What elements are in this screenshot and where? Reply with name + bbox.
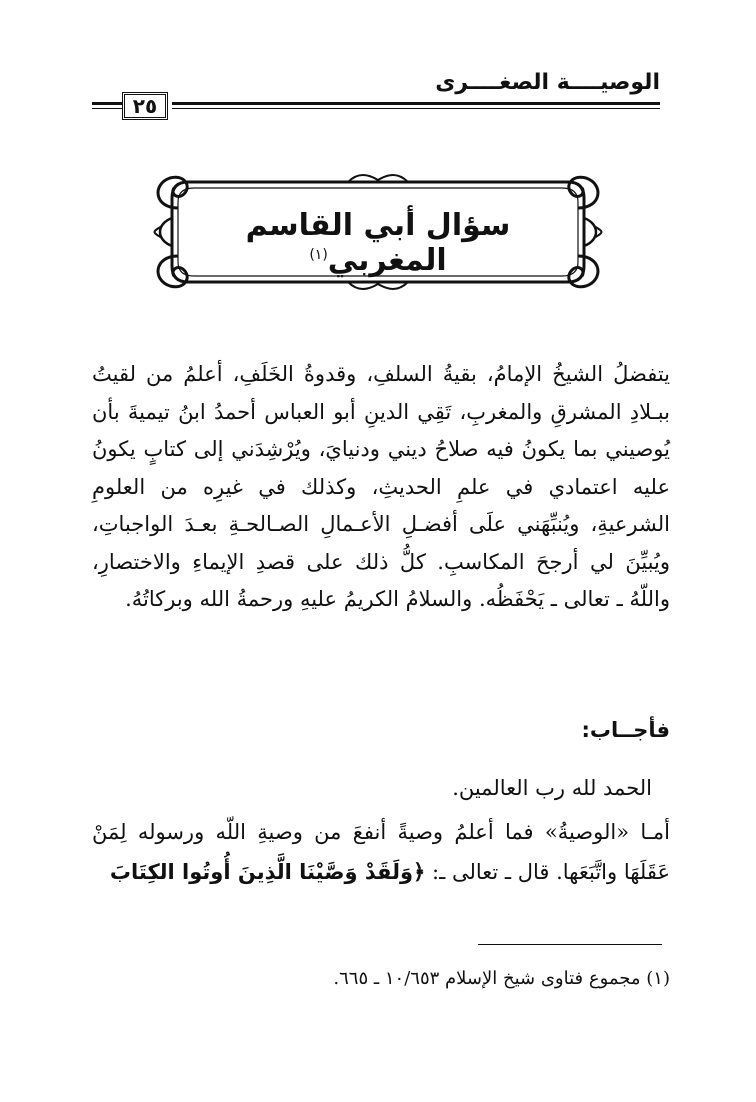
header-rule: [172, 102, 660, 105]
answer-paragraph-text: أمـا «الوصيةُ» فما أعلمُ وصيةً أنفعَ من وصيةِ اللّه ورسوله لِمَنْ عَقَلَهَا واتَّبَعَها. قال ـ تعالى ـ:: [92, 820, 670, 884]
header-rule-left: [92, 102, 122, 105]
quran-verse: ﴿وَلَقَدْ وَصَّيْنَا الَّذِينَ أُوتُوا الكِتَابَ: [109, 860, 426, 884]
footnote: (١) مجموع فتاوى شيخ الإسلام ١٠/٦٥٣ ـ ٦٦٥.: [333, 968, 670, 989]
running-title: الوصيــــة الصغــــرى: [435, 70, 660, 95]
answer-paragraph: [92, 812, 670, 892]
answer-heading: فأجــاب:: [581, 718, 670, 742]
answer-opening-line: الحمد لله رب العالمين.: [452, 776, 652, 800]
header-rule-left-thin: [92, 108, 122, 109]
chapter-title-text: سؤال أبي القاسم المغربي: [245, 208, 511, 278]
footnote-separator: [478, 944, 662, 945]
chapter-title-frame: [148, 168, 608, 296]
page-number: ٢٥: [122, 92, 168, 120]
header-rule-thin: [172, 108, 660, 109]
footnote-marker: (١): [309, 247, 328, 263]
question-paragraph: يتفضلُ الشيخُ الإمامُ، بقيةُ السلفِ، وقدوةُ الخَلَفِ، أعلمُ من لقيتُ ببـلادِ المشرقِ والمغربِ، تَقِي الدينِ أبو العباس أحمدُ ابنُ تيميةَ بأن يُوصيني بما يكونُ فيه صلاحُ ديني ودنيايَ، ويُرْشِدَني إلى كتابٍ يكونُ عليه اعتمادي في علمِ الحديثِ، وكذلك في غيرِه من العلومِ الشرعيةِ، ويُنبِّهَني علَى أفضـلِ الأعـمالِ الصـالحـةِ بعـدَ الواجباتِ، ويُبيِّنَ لي أرجحَ المكاسبِ. كلُّ ذلك على قصدِ الإيماءِ والاختصارِ، واللّهُ ـ تعالى ـ يَحْفَظُه. والسلامُ الكريمُ عليهِ ورحمةُ الله وبركاتُهُ.: [92, 362, 670, 611]
chapter-title: [198, 208, 558, 278]
